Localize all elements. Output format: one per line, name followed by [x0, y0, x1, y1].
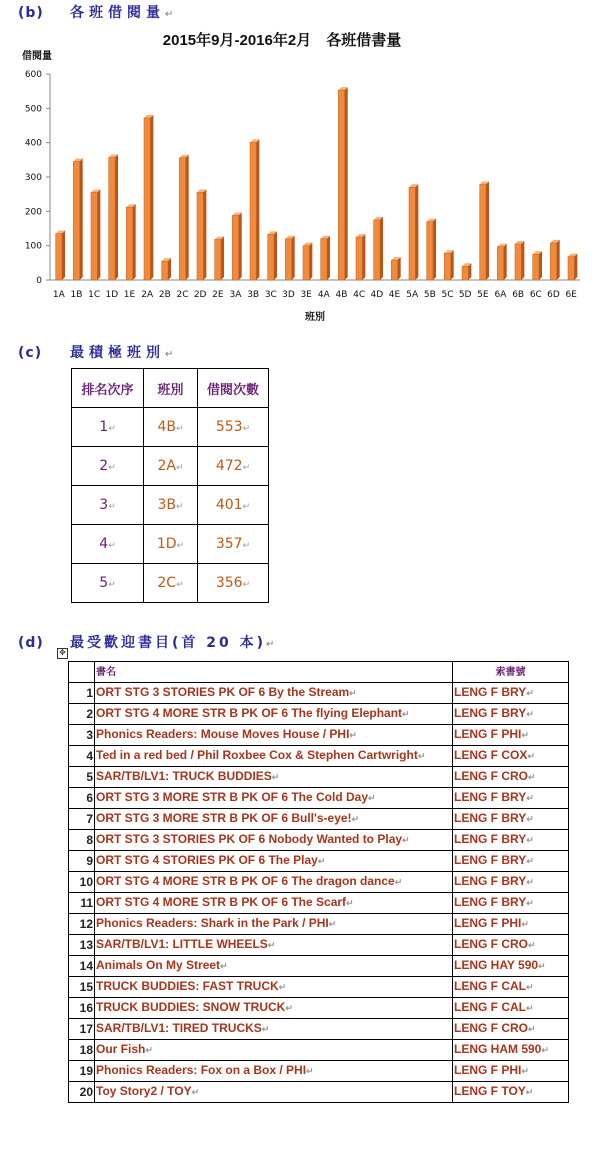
book-title: ORT STG 3 MORE STR B PK OF 6 Bull's-eye!↵ — [95, 809, 453, 830]
bar — [56, 231, 65, 280]
rank-cell: 4↵ — [72, 525, 144, 564]
bar — [162, 258, 171, 280]
bar — [497, 244, 506, 280]
bar — [480, 182, 489, 280]
bar-face — [73, 162, 79, 280]
bar-side — [521, 241, 524, 280]
bar-side — [451, 250, 454, 280]
class-cell: 2C↵ — [144, 564, 198, 603]
bar-side — [415, 184, 418, 280]
bar — [533, 251, 542, 280]
x-tick-label: 4C — [353, 290, 366, 300]
y-tick-label: 200 — [24, 207, 42, 218]
section-d-title: 最受歡迎書目(首 20 本) — [70, 635, 267, 651]
ranking-header-row — [72, 369, 269, 408]
ranking-header-count: 借閱次數 — [198, 369, 269, 408]
book-row — [69, 788, 569, 809]
x-tick-label: 2A — [141, 290, 154, 300]
bar — [444, 250, 453, 280]
x-tick-label: 4A — [317, 290, 330, 300]
x-tick-label: 5A — [406, 290, 419, 300]
rank-cell: 1↵ — [72, 408, 144, 447]
ranking-header-class: 班別 — [144, 369, 198, 408]
bar — [179, 155, 188, 280]
bar-side — [504, 244, 507, 280]
book-callno: LENG HAY 590↵ — [453, 956, 569, 977]
book-row — [69, 683, 569, 704]
bar-face — [497, 247, 503, 280]
rank-cell: 5↵ — [72, 564, 144, 603]
x-axis-label: 班別 — [305, 312, 325, 323]
bar-side — [345, 87, 348, 280]
bar-face — [568, 257, 574, 280]
book-title: SAR/TB/LV1: TRUCK BUDDIES↵ — [95, 767, 453, 788]
bar-face — [356, 237, 362, 280]
book-row — [69, 830, 569, 851]
x-tick-label: 2B — [158, 290, 171, 300]
bar-face — [374, 220, 380, 280]
book-num: 10 — [69, 872, 95, 893]
book-num: 7 — [69, 809, 95, 830]
bar-face — [427, 222, 433, 280]
book-row — [69, 872, 569, 893]
class-borrowing-bar-chart — [0, 22, 610, 327]
bar — [73, 159, 82, 280]
book-num: 6 — [69, 788, 95, 809]
bar-face — [444, 253, 450, 280]
bar-face — [268, 234, 274, 280]
x-tick-label: 4E — [388, 290, 401, 300]
book-num: 4 — [69, 746, 95, 767]
book-title: ORT STG 4 MORE STR B PK OF 6 The dragon dance↵ — [95, 872, 453, 893]
book-row — [69, 851, 569, 872]
bar — [409, 184, 418, 280]
book-title: Phonics Readers: Mouse Moves House / PHI↵ — [95, 725, 453, 746]
bar-face — [285, 239, 291, 280]
x-tick-label: 1B — [70, 290, 83, 300]
book-callno: LENG F CRO↵ — [453, 767, 569, 788]
book-title: Animals On My Street↵ — [95, 956, 453, 977]
book-row — [69, 1061, 569, 1082]
bar-side — [115, 154, 118, 280]
book-callno: LENG F CRO↵ — [453, 1019, 569, 1040]
class-cell: 4B↵ — [144, 408, 198, 447]
x-tick-label: 1C — [88, 290, 101, 300]
book-callno: LENG F PHI↵ — [453, 1061, 569, 1082]
ranking-row — [72, 486, 269, 525]
book-num: 3 — [69, 725, 95, 746]
books-header-title: 書名 — [95, 662, 453, 683]
book-title: SAR/TB/LV1: TIRED TRUCKS↵ — [95, 1019, 453, 1040]
book-num: 8 — [69, 830, 95, 851]
section-d-heading: (d) 最受歡迎書目(首 20 本)↵ — [18, 635, 275, 651]
bar — [550, 240, 559, 280]
bar — [215, 236, 224, 280]
bar — [427, 219, 436, 280]
section-b-label: (b) — [18, 5, 44, 21]
book-callno: LENG F PHI↵ — [453, 725, 569, 746]
bar — [462, 263, 471, 280]
bar-side — [274, 231, 277, 280]
book-title: TRUCK BUDDIES: FAST TRUCK↵ — [95, 977, 453, 998]
bar-side — [362, 234, 365, 280]
ranking-row — [72, 408, 269, 447]
count-cell: 472↵ — [198, 447, 269, 486]
bar — [126, 204, 135, 280]
bar — [321, 236, 330, 280]
class-cell: 1D↵ — [144, 525, 198, 564]
section-b-title: 各班借閱量 — [70, 5, 165, 21]
bar-face — [462, 266, 468, 280]
table-move-handle-icon[interactable]: ✥ — [57, 648, 68, 659]
book-title: TRUCK BUDDIES: SNOW TRUCK↵ — [95, 998, 453, 1019]
bar — [197, 189, 206, 280]
bar-face — [56, 234, 62, 280]
bar — [250, 139, 259, 280]
bar-face — [91, 192, 97, 280]
book-callno: LENG F TOY↵ — [453, 1082, 569, 1103]
section-c-title: 最積極班別 — [70, 345, 165, 361]
book-row — [69, 809, 569, 830]
x-tick-label: 3C — [264, 290, 277, 300]
class-cell: 3B↵ — [144, 486, 198, 525]
book-num: 2 — [69, 704, 95, 725]
book-title: ORT STG 3 STORIES PK OF 6 By the Stream↵ — [95, 683, 453, 704]
bar-face — [550, 243, 556, 280]
book-title: Phonics Readers: Fox on a Box / PHI↵ — [95, 1061, 453, 1082]
book-row — [69, 893, 569, 914]
book-row — [69, 914, 569, 935]
book-title: ORT STG 3 MORE STR B PK OF 6 The Cold Day↵ — [95, 788, 453, 809]
bar-side — [486, 182, 489, 280]
book-row — [69, 767, 569, 788]
bar-face — [480, 185, 486, 280]
book-row — [69, 746, 569, 767]
book-num: 19 — [69, 1061, 95, 1082]
x-tick-label: 5C — [441, 290, 454, 300]
bar — [285, 236, 294, 280]
bar — [232, 212, 241, 280]
bar-face — [179, 158, 185, 280]
x-tick-label: 1D — [105, 290, 119, 300]
y-tick-label: 0 — [36, 276, 42, 286]
y-tick-label: 300 — [24, 173, 42, 183]
book-title: ORT STG 4 MORE STR B PK OF 6 The flying Elephant↵ — [95, 704, 453, 725]
book-callno: LENG F BRY↵ — [453, 704, 569, 725]
book-num: 17 — [69, 1019, 95, 1040]
ranking-row — [72, 564, 269, 603]
bar-face — [338, 90, 344, 280]
book-callno: LENG F BRY↵ — [453, 830, 569, 851]
bar-side — [292, 236, 295, 280]
book-row — [69, 725, 569, 746]
bar-side — [433, 219, 436, 280]
bar — [303, 243, 312, 280]
book-callno: LENG F CAL↵ — [453, 977, 569, 998]
bar — [144, 115, 153, 280]
book-row — [69, 998, 569, 1019]
bar — [91, 189, 100, 280]
x-tick-label: 6D — [547, 290, 560, 300]
bar-side — [327, 236, 330, 280]
x-tick-label: 3E — [300, 290, 312, 300]
section-b-heading: (b) 各班借閱量↵ — [18, 5, 174, 21]
count-cell: 553↵ — [198, 408, 269, 447]
x-tick-label: 4D — [370, 290, 384, 300]
bar-side — [62, 231, 65, 280]
y-tick-label: 500 — [24, 104, 42, 115]
y-tick-label: 400 — [24, 138, 42, 149]
book-title: ORT STG 4 MORE STR B PK OF 6 The Scarf↵ — [95, 893, 453, 914]
bar-side — [203, 189, 206, 280]
bar — [515, 241, 524, 280]
ranking-table — [71, 368, 269, 603]
count-cell: 357↵ — [198, 525, 269, 564]
book-row — [69, 704, 569, 725]
book-num: 20 — [69, 1082, 95, 1103]
bar-face — [197, 192, 203, 280]
book-title: SAR/TB/LV1: LITTLE WHEELS↵ — [95, 935, 453, 956]
bar-side — [239, 212, 242, 280]
popular-books-table — [68, 661, 569, 1103]
section-c-label: (c) — [18, 345, 43, 361]
y-tick-label: 600 — [24, 70, 42, 80]
bar-side — [539, 251, 542, 280]
book-num: 11 — [69, 893, 95, 914]
books-header-callno: 索書號 — [453, 662, 569, 683]
bar-side — [133, 204, 136, 280]
bar — [268, 231, 277, 280]
book-title: Toy Story2 / TOY↵ — [95, 1082, 453, 1103]
bar-face — [303, 246, 309, 280]
book-title: ORT STG 3 STORIES PK OF 6 Nobody Wanted to Play↵ — [95, 830, 453, 851]
count-cell: 356↵ — [198, 564, 269, 603]
x-tick-label: 6E — [565, 290, 577, 300]
x-tick-label: 3A — [229, 290, 242, 300]
bar-side — [186, 155, 189, 280]
book-row — [69, 1019, 569, 1040]
bar-side — [80, 159, 83, 280]
bar-side — [168, 258, 171, 280]
bar-side — [97, 189, 100, 280]
book-num: 16 — [69, 998, 95, 1019]
book-callno: LENG F CRO↵ — [453, 935, 569, 956]
bar-face — [126, 207, 132, 280]
y-axis-label: 借閱量 — [22, 51, 52, 62]
book-num: 9 — [69, 851, 95, 872]
book-num: 15 — [69, 977, 95, 998]
x-tick-label: 5B — [423, 290, 436, 300]
bar — [109, 154, 118, 280]
bar-face — [144, 118, 150, 280]
x-tick-label: 1A — [52, 290, 65, 300]
x-tick-label: 1E — [123, 290, 136, 300]
x-tick-label: 2C — [176, 290, 189, 300]
books-header-num — [69, 662, 95, 683]
bar-face — [162, 261, 168, 280]
book-title: Phonics Readers: Shark in the Park / PHI↵ — [95, 914, 453, 935]
bar-side — [221, 236, 224, 280]
bar-face — [391, 260, 397, 280]
section-d-label: (d) — [18, 635, 44, 651]
book-callno: LENG F BRY↵ — [453, 809, 569, 830]
x-tick-label: 2D — [193, 290, 207, 300]
bar-side — [574, 254, 577, 280]
section-c-heading: (c) 最積極班別↵ — [18, 345, 174, 361]
bar-side — [557, 240, 560, 280]
bar — [568, 254, 577, 280]
bar — [338, 87, 347, 280]
x-tick-label: 5E — [477, 290, 489, 300]
book-title: Our Fish↵ — [95, 1040, 453, 1061]
x-tick-label: 3B — [247, 290, 260, 300]
bar-face — [250, 142, 256, 280]
bar-face — [215, 239, 221, 280]
bar-side — [256, 139, 259, 280]
x-tick-label: 6A — [494, 290, 507, 300]
x-tick-label: 4B — [335, 290, 348, 300]
bar-side — [398, 257, 401, 280]
book-num: 5 — [69, 767, 95, 788]
bar-side — [150, 115, 153, 280]
y-tick-label: 100 — [24, 241, 42, 252]
count-cell: 401↵ — [198, 486, 269, 525]
bar-face — [232, 215, 238, 280]
bar-face — [515, 244, 521, 280]
x-tick-label: 6C — [529, 290, 542, 300]
x-tick-label: 6B — [512, 290, 525, 300]
bar — [356, 234, 365, 280]
book-title: ORT STG 4 STORIES PK OF 6 The Play↵ — [95, 851, 453, 872]
x-tick-label: 2E — [212, 290, 224, 300]
book-num: 1 — [69, 683, 95, 704]
book-row — [69, 1040, 569, 1061]
book-num: 18 — [69, 1040, 95, 1061]
book-row — [69, 935, 569, 956]
book-num: 14 — [69, 956, 95, 977]
bar-side — [309, 243, 312, 280]
ranking-row — [72, 525, 269, 564]
book-callno: LENG F CAL↵ — [453, 998, 569, 1019]
bar — [374, 217, 383, 280]
rank-cell: 3↵ — [72, 486, 144, 525]
book-callno: LENG F BRY↵ — [453, 893, 569, 914]
bar-face — [109, 157, 115, 280]
book-row — [69, 956, 569, 977]
book-callno: LENG F BRY↵ — [453, 683, 569, 704]
book-callno: LENG F COX↵ — [453, 746, 569, 767]
books-header-row — [69, 662, 569, 683]
ranking-header-rank: 排名次序 — [72, 369, 144, 408]
book-callno: LENG F BRY↵ — [453, 788, 569, 809]
class-cell: 2A↵ — [144, 447, 198, 486]
book-row — [69, 1082, 569, 1103]
x-tick-label: 3D — [282, 290, 295, 300]
ranking-row — [72, 447, 269, 486]
rank-cell: 2↵ — [72, 447, 144, 486]
bar-side — [380, 217, 383, 280]
book-callno: LENG HAM 590↵ — [453, 1040, 569, 1061]
book-num: 12 — [69, 914, 95, 935]
bar-face — [409, 187, 415, 280]
book-callno: LENG F BRY↵ — [453, 851, 569, 872]
book-row — [69, 977, 569, 998]
bar — [391, 257, 400, 280]
book-callno: LENG F PHI↵ — [453, 914, 569, 935]
book-title: Ted in a red bed / Phil Roxbee Cox & Stephen Cartwright↵ — [95, 746, 453, 767]
book-num: 13 — [69, 935, 95, 956]
bar-face — [533, 254, 539, 280]
bar-face — [321, 239, 327, 280]
book-callno: LENG F BRY↵ — [453, 872, 569, 893]
chart-title: 2015年9月-2016年2月 各班借書量 — [162, 32, 402, 49]
x-tick-label: 5D — [458, 290, 472, 300]
